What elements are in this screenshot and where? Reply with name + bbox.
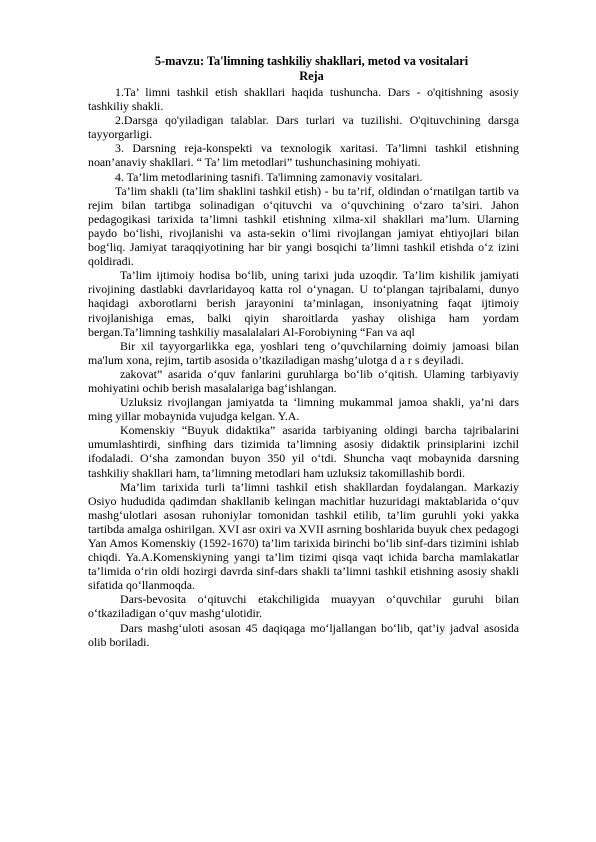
plan-item-3: 3. Darsning reja-konspekti va texnologik xaritasi. Ta’limni tashkil etishning noan’anaviy shakllari. “ Ta’ lim metodlari” tushunchasining mohiyati.: [88, 141, 519, 170]
paragraph-history-forms: Ma’lim tarixida turli ta’limni tashkil etish shakllardan foydalangan. Markaziy Osiyo hududida qadimdan shakllanib kelingan machitlar huzuridagi maktablarida o‘quv mashg‘ulotlari asosan ruhoniylar tomonidan tashkil etilib, ta’lim guruhli yoki yakka tartibda amalga oshirilgan. XVI asr oxiri va XVII asrning boshlarida buyuk chex pedagogi Yan Amos Komenskiy (1592-1670) ta’lim tarixida birinchi bo‘lib sinf-dars tizimini ishlab chiqdi. Ya.A.Komenskiyning yangi ta’lim tizimi qisqa vaqt ichida barcha mamlakatlar ta’limida o‘rin oldi hozirgi davrda sinf-dars shakli ta’limni tashkil etishning asosiy shakli sifatida qo‘llanmoqda.: [88, 479, 519, 593]
document-page: [88, 54, 519, 649]
paragraph-komenskiy: Komenskiy “Buyuk didaktika” asarida tarbiyaning oldingi barcha tajribalarini umumlashtirdi, sinfhing dars tizimida ta’limning asosiy didaktik prinsiplarini izchil ifodaladi. O‘sha zamondan buyon 350 yil o‘tdi. Shuncha vaqt mobaynida darsning tashkiliy shakllari ham, ta’limning metodlari ham uzluksiz takomillashib bordi.: [88, 423, 519, 480]
plan-item-2: 2.Darsga qo'yiladigan talablar. Dars turlari va tuzilishi. O'qituvchining darsga tayyorgarligi.: [88, 113, 519, 142]
paragraph-dars-duration: Dars mashg‘uloti asosan 45 daqiqaga mo‘ljallangan bo‘lib, qat’iy jadval asosida olib boriladi.: [88, 620, 519, 649]
page-title: 5-mavzu: Ta'limning tashkiliy shakllari, metod va vositalari: [154, 54, 469, 68]
paragraph-dars-direct: Dars-bevosita o‘qituvchi etakchiligida muayyan o‘quvchilar guruhi bilan o‘tkaziladigan o‘quv mashg‘ulotidir.: [88, 592, 519, 621]
paragraph-zakovat: zakovat” asarida o‘quv fanlarini guruhlarga bo‘lib o‘qitish. Ulaming tarbiyaviy mohiyatini ochib berish masalalariga bag‘ishlangan.: [88, 366, 519, 395]
plan-item-4: 4. Ta’lim metodlarining tasnifi. Ta'limning zamonaviy vositalari.: [115, 169, 423, 184]
paragraph-definition: Ta’lim shakli (ta’lim shaklini tashkil etish) - bu ta’rif, oldindan o‘rnatilgan tartib va rejim bilan tartibga solinadigan o‘qituvchi va o‘quvchining o‘zaro ta’siri. Jahon pedagogikasi tarixida ta’limni tashkil etishning xilma-xil shakllari ma’lum. Ularning paydo bo‘lishi, rivojlanishi va asta-sekin o‘limi rivojlangan jamiyat ehtiyojlari bilan bog‘liq. Jamiyat taraqqiyotining har bir yangi bosqichi ta’limni tashkil etishda o‘z izini qoldiradi.: [88, 183, 519, 269]
plan-heading: Reja: [299, 69, 324, 83]
paragraph-continuous: Uzluksiz rivojlangan jamiyatda ta ‘limning mukammal jamoa shakli, ya’ni dars ming yillar mobaynida vujudga kelgan. Y.A.: [88, 395, 519, 424]
paragraph-dars-definition: Bir xil tayyorgarlikka ega, yoshlari teng o’quvchilarning doimiy jamoasi bilan ma'lum xona, rejim, tartib asosida o’tkaziladigan mashg’ulotga d a r s deyiladi.: [88, 338, 519, 367]
paragraph-history: Ta’lim ijtimoiy hodisa bo‘lib, uning tarixi juda uzoqdir. Ta’lim kishilik jamiyati rivojining dastlabki davrlaridayoq katta rol o‘ynagan. U to‘plangan tajribalami, dunyo haqidagi axborotlarni berish jarayonini ta’minlagan, insoniyatning faqat ijtimoiy rivojlanishiga emas, balki qiyin sharoitlarda yashay olishiga ham yordam bergan.Ta’limning tashkiliy masalalalari Al-Forobiyning “Fan va aql: [88, 268, 519, 339]
plan-item-1: 1.Ta’ limni tashkil etish shakllari haqida tushuncha. Dars - o'qitishning asosiy tashkiliy shakli.: [88, 85, 519, 114]
